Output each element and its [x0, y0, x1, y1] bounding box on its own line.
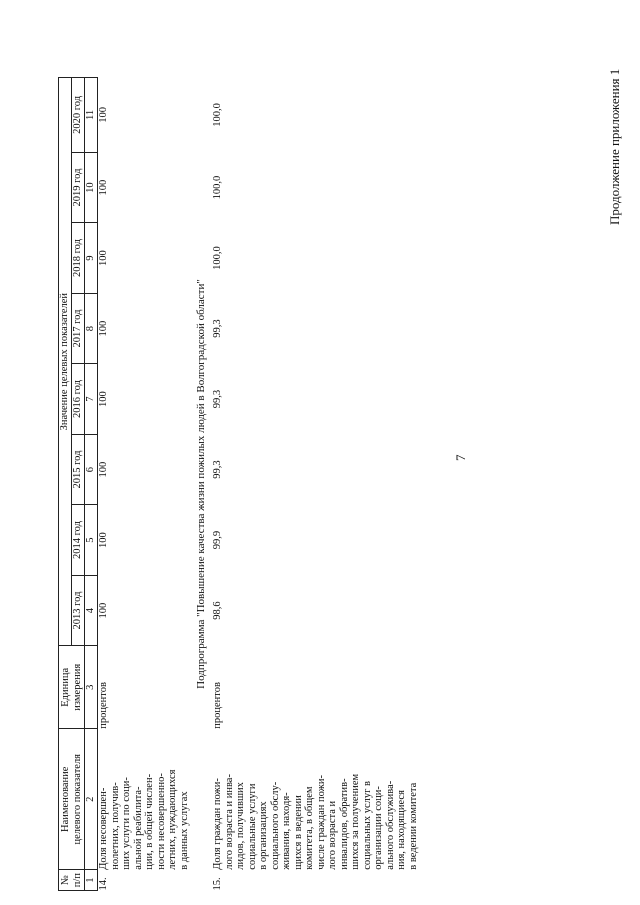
- header-num-l2: п/п: [71, 873, 83, 888]
- indicator-value: 98,6: [212, 601, 223, 620]
- header-year: 2016 год: [72, 364, 85, 435]
- header-unit-l1: Единица: [59, 667, 71, 707]
- indicator-name-line: лидов, получивших: [235, 782, 246, 870]
- indicator-name-line: альной реабилита-: [132, 786, 144, 870]
- header-year: 2017 год: [72, 293, 85, 364]
- indicator-value: 100: [98, 179, 109, 196]
- indicator-name-line: в ведении комитета: [407, 782, 419, 870]
- header-index: 3: [85, 646, 98, 729]
- indicator-name-line: ции, в общей числен-: [144, 773, 155, 870]
- indicator-name-line: лого возраста и инва-: [223, 774, 235, 870]
- header-year: 2018 год: [72, 223, 85, 294]
- header-year: 2020 год: [72, 78, 85, 153]
- indicator-name-line: летних, нуждающихся: [167, 769, 178, 870]
- indicator-value: 100: [98, 250, 109, 266]
- indicator-name-line: ния, находящиеся: [396, 790, 407, 870]
- indicator-value: 100: [98, 602, 109, 619]
- row-number: 14.: [98, 877, 109, 891]
- row-number: 15.: [212, 877, 223, 891]
- header-index: 8: [85, 293, 98, 364]
- header-index: 10: [85, 152, 98, 223]
- header-name: [59, 729, 85, 870]
- indicators-table: [58, 77, 419, 891]
- continuation-label: Продолжение приложения 1: [607, 68, 622, 225]
- indicator-value: 100,0: [212, 103, 223, 127]
- indicator-name-line: социальных услуг в: [361, 780, 373, 870]
- indicator-name-line: ших услуги по соци-: [121, 777, 132, 870]
- header-num-l1: №: [59, 875, 71, 886]
- indicator-value: 100: [98, 391, 109, 407]
- header-index: 5: [85, 505, 98, 576]
- header-index: 2: [85, 729, 98, 870]
- indicator-name: [212, 729, 419, 870]
- indicator-value: 100,0: [212, 175, 223, 200]
- indicator-value: 100,0: [212, 246, 223, 270]
- header-index: 1: [85, 870, 98, 891]
- indicator-name-line: организации соци-: [373, 786, 384, 870]
- header-year: 2019 год: [72, 152, 85, 223]
- indicator-value: 99,3: [212, 460, 223, 479]
- header-index: 6: [85, 434, 98, 505]
- indicator-name-line: Доля граждан пожи-: [212, 778, 223, 870]
- header-year: 2013 год: [72, 575, 85, 646]
- indicator-name-line: инвалидов, обратив-: [338, 778, 350, 870]
- table-body-subprogram: [212, 78, 419, 891]
- unit: процентов: [212, 682, 223, 729]
- indicator-name-line: шихся за получением: [350, 773, 361, 870]
- indicator-name-line: социальные услуги: [246, 783, 258, 870]
- indicator-name-line: живания, находя-: [281, 792, 292, 870]
- indicator-value: 99,9: [212, 530, 223, 550]
- header-index-row: [85, 78, 98, 891]
- indicator-name-line: лого возраста и: [327, 800, 338, 870]
- header-unit: [59, 646, 85, 729]
- header-year: 2014 год: [72, 505, 85, 576]
- indicator-value: 99,3: [212, 319, 223, 338]
- table-body-main: [98, 78, 191, 891]
- indicator-name-line: комитета, в общем: [304, 786, 315, 870]
- indicator-value: 100: [98, 532, 109, 548]
- indicator-name-line: Доля несовершен-: [98, 787, 109, 870]
- indicator-name-line: в организациях: [258, 801, 269, 870]
- header-index: 11: [85, 78, 98, 153]
- indicator-name-line: в данных услугах: [178, 791, 190, 870]
- indicator-name-line: ности несовершенно-: [155, 773, 167, 870]
- header-year: 2015 год: [72, 434, 85, 505]
- header-name-l2: целевого показателя: [71, 753, 83, 845]
- indicator-name-line: числе граждан пожи-: [315, 774, 327, 870]
- indicator-value: 100: [98, 107, 109, 123]
- subprogram-title: Подпрограмма "Повышение качества жизни пожилых людей в Волгоградской области": [195, 279, 207, 689]
- header-unit-l2: измерения: [71, 663, 83, 711]
- header-name-l1: Наименование: [59, 766, 71, 832]
- indicator-value: 99,3: [212, 389, 223, 409]
- indicator-name-line: щихся в ведении: [292, 795, 304, 870]
- indicator-name-line: нолетних, получив-: [109, 782, 121, 870]
- indicator-name: [98, 729, 191, 870]
- table-row: [212, 78, 419, 891]
- indicator-value: 100: [98, 320, 109, 337]
- header-group: Значение целевых показателей: [59, 78, 72, 646]
- page-number: 7: [453, 454, 468, 461]
- indicator-name-line: социального обслу-: [269, 781, 281, 870]
- indicator-name-line: ального обслужива-: [384, 780, 396, 870]
- header-num: [59, 870, 85, 891]
- header-index: 4: [85, 575, 98, 646]
- indicator-value: 100: [98, 461, 109, 478]
- header-index: 7: [85, 364, 98, 435]
- unit: процентов: [98, 682, 109, 729]
- table-row: [98, 78, 191, 891]
- header-index: 9: [85, 223, 98, 294]
